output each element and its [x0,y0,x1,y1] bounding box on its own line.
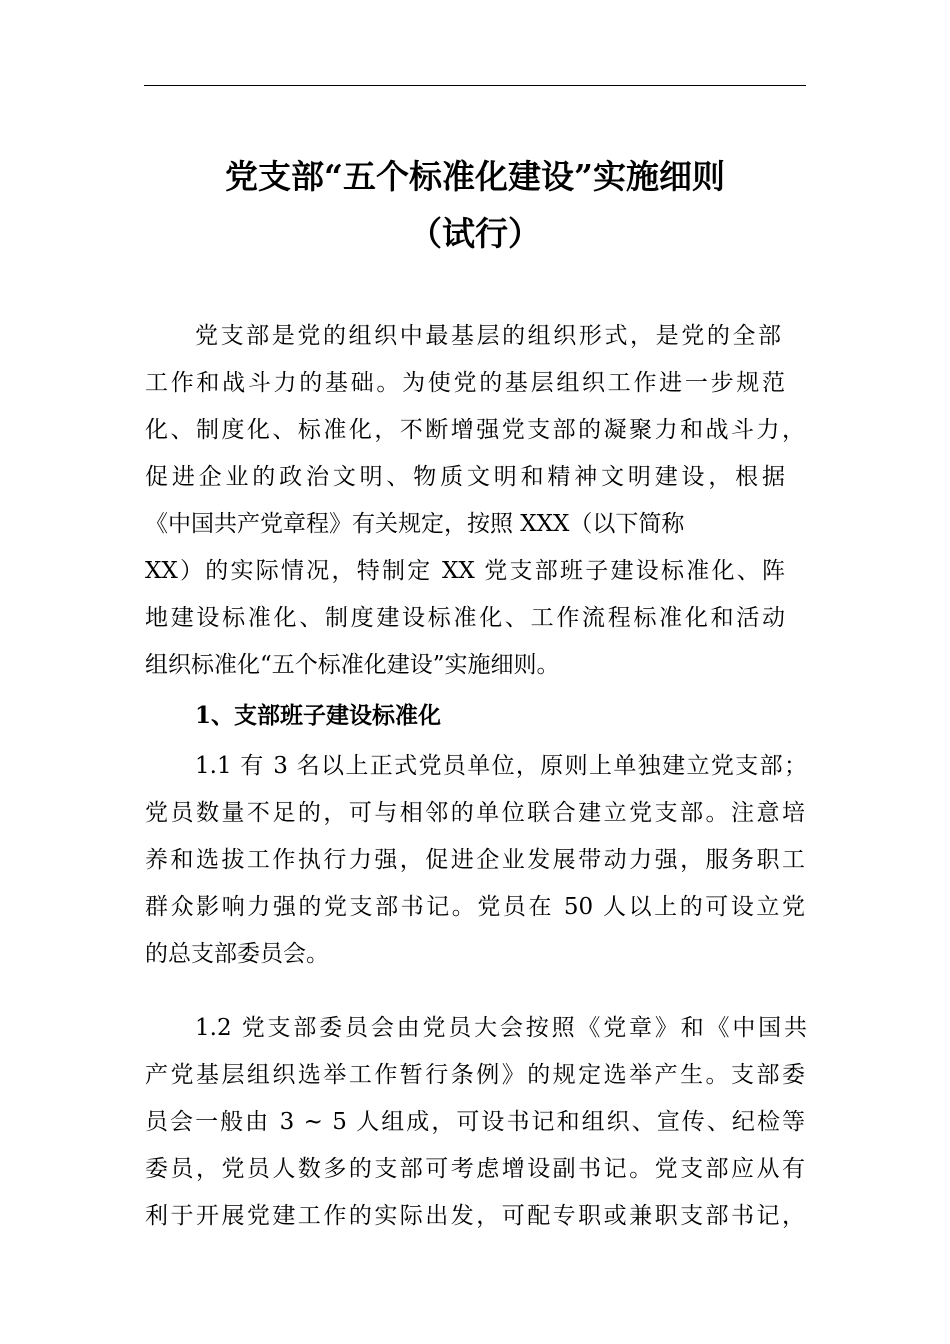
document-title: 党支部“五个标准化建设”实施细则 [225,157,725,196]
paragraph-1-2-line: 委员，党员人数多的支部可考虑增设副书记。党支部应从有 [145,1156,805,1182]
paragraph-1-2-line: 利于开展党建工作的实际出发，可配专职或兼职支部书记， [145,1203,805,1229]
header-rule [144,85,806,86]
paragraph-1-1-line: 1.1 有 3 名以上正式党员单位，原则上单独建立党支部； [195,753,807,779]
intro-line: 化、制度化、标准化，不断增强党支部的凝聚力和战斗力， [145,417,805,443]
intro-line: 促进企业的政治文明、物质文明和精神文明建设，根据 [145,464,785,490]
intro-line: 工作和战斗力的基础。为使党的基层组织工作进一步规范 [145,370,785,396]
paragraph-1-2-line: 1.2 党支部委员会由党员大会按照《党章》和《中国共 [195,1015,807,1041]
intro-line: 地建设标准化、制度建设标准化、工作流程标准化和活动 [145,605,785,631]
paragraph-1-2-line: 产党基层组织选举工作暂行条例》的规定选举产生。支部委 [145,1062,805,1088]
intro-line: 组织标准化“五个标准化建设”实施细则。 [145,652,560,678]
intro-line: XX）的实际情况，特制定 XX 党支部班子建设标准化、阵 [145,558,785,584]
section-heading: 1、支部班子建设标准化 [195,702,442,729]
paragraph-1-1-line: 养和选拔工作执行力强，促进企业发展带动力强，服务职工 [145,847,805,873]
intro-line: 《中国共产党章程》有关规定，按照 XXX（以下简称 [145,511,685,537]
paragraph-1-1-line: 群众影响力强的党支部书记。党员在 50 人以上的可设立党 [145,894,805,920]
paragraph-1-1-line: 党员数量不足的，可与相邻的单位联合建立党支部。注意培 [145,800,805,826]
intro-line: 党支部是党的组织中最基层的组织形式，是党的全部 [195,323,781,349]
document-subtitle: （试行） [409,214,541,253]
paragraph-1-2-line: 员会一般由 3 ~ 5 人组成，可设书记和组织、宣传、纪检等 [145,1109,805,1135]
paragraph-1-1-line: 的总支部委员会。 [145,941,329,967]
